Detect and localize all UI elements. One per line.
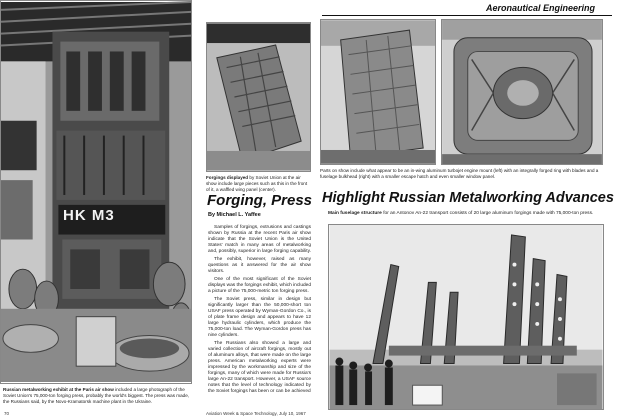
- bulkhead-photo: [441, 19, 603, 165]
- forgings-caption-text: by Soviet Union at the air show include large pieces such as this in the front of it, a waffled wing panel (center).: [206, 175, 308, 192]
- left-caption-lead: Russian metalworking exhibit at the Paris air show: [3, 387, 114, 392]
- headline-part-1: Forging, Press: [207, 192, 313, 209]
- fuselage-illustration: [329, 225, 603, 409]
- magazine-footer: Aviation Week & Space Technology, July 10, 1967: [206, 411, 306, 416]
- forging-press-illustration: [1, 1, 191, 383]
- main-caption-lead: Main fuselage structure: [328, 211, 382, 216]
- main-photo-caption: [328, 211, 610, 217]
- main-caption-text: for an Antonov An-22 transport consists of 20 large aluminum forgings made with 75,000-ton press.: [381, 211, 594, 216]
- article-paragraph: The Soviet press, similar in design but significantly larger than the 50,000-short ton USAF press operated by Wyman-Gordon Co., is of plate frame design and appears to have 12 large hydraulic cylinders, which produce the 75,000-ton load. The Wyman-Gordon press has nine cylinders.: [208, 297, 311, 338]
- forgings-photo: [206, 22, 311, 172]
- engine-mount-photo: [320, 19, 436, 165]
- article-paragraph: One of the most significant of the Soviet displays was the forgings exhibit, which included a picture of the 75,000-metric ton forging press.: [208, 277, 311, 294]
- article-paragraph: The exhibit, however, raised as many questions as it answered for the air show visitors.: [208, 257, 311, 274]
- top-right-caption: Parts on show include what appear to be an in-wing aluminum turbojet engine mount (left) with an integrally forged ring with blades and a fuselage bulkhead (right) with a smaller escape hatch and even smaller window panel.: [320, 168, 599, 179]
- engine-mount-illustration: [321, 20, 435, 164]
- left-photo-caption: [3, 387, 191, 405]
- forgings-caption: [206, 175, 312, 193]
- page-number: 70: [4, 411, 10, 416]
- article-paragraph: The Russians also showed a large and varied collection of aircraft forgings, mostly out of aluminum alloys, that were made on the large press. American metalworking experts were impressed by the workmanship and size of the forgings, many of which were made for Russia's large An-22 transport. However, a USAF source notes that the level of technology indicated by the Soviet forgings has been or can be achieved: [208, 341, 311, 394]
- forgings-caption-lead: Forgings displayed: [206, 175, 249, 180]
- section-rule: [322, 15, 612, 16]
- section-label: Aeronautical Engineering: [486, 3, 596, 13]
- fuselage-structure-photo: [328, 224, 604, 410]
- headline-part-2: Highlight Russian Metalworking Advances: [322, 190, 614, 206]
- forgings-illustration: [207, 23, 310, 171]
- left-caption-text: included a large photograph of the Soviet Union's 75,000-ton forging press, probably the world's biggest. The press was made, the Russians said, by the Novo-Kramatorsk machine plant in the Ukraine.: [3, 387, 190, 404]
- article-body: [208, 225, 311, 397]
- forging-press-photo: [0, 0, 192, 384]
- byline: By Michael L. Yaffee: [208, 212, 261, 218]
- article-paragraph: Samples of forgings, extrusions and castings shown by Russia at the recent Paris air show indicate that the Soviet Union is the United States' match in many areas of metalworking and, possibly, superior in large forging capability.: [208, 225, 312, 254]
- press-overlay-label: HK M3: [63, 207, 115, 224]
- bulkhead-illustration: [442, 20, 602, 164]
